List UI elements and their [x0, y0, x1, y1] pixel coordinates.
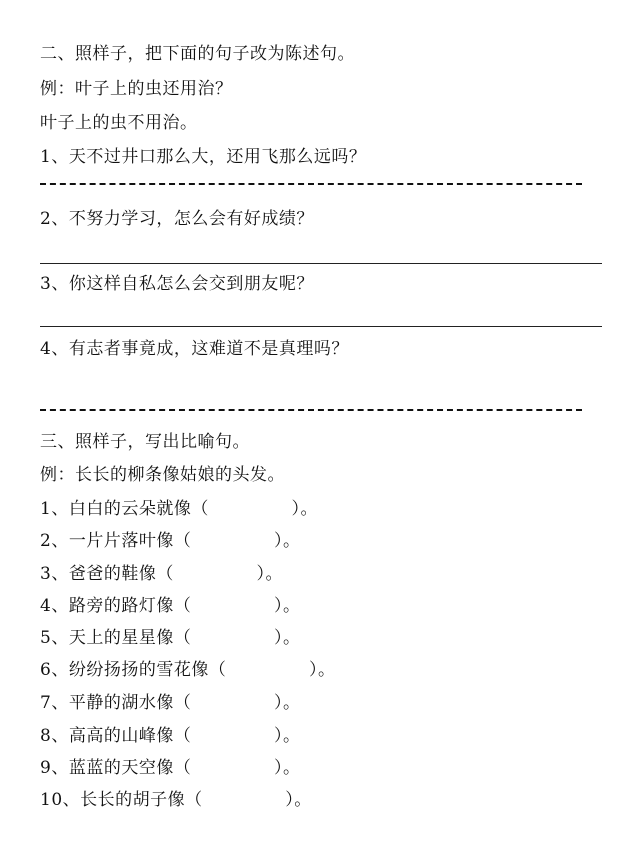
section3-item-9: 9、蓝蓝的天空像（ ）。 — [40, 758, 301, 778]
section2-example-question: 例：叶子上的虫还用治？ — [40, 79, 233, 99]
section3-item-3: 3、爸爸的鞋像（ ）。 — [40, 564, 283, 584]
section3-item-10: 10、长长的胡子像（ ）。 — [40, 790, 312, 810]
answer-line-3[interactable] — [40, 326, 602, 327]
section3-item-2: 2、一片片落叶像（ ）。 — [40, 531, 301, 551]
section3-item-4: 4、路旁的路灯像（ ）。 — [40, 596, 301, 616]
section3-example: 例：长长的柳条像姑娘的头发。 — [40, 465, 285, 485]
section2-example-answer: 叶子上的虫不用治。 — [40, 113, 198, 133]
section2-title: 二、照样子，把下面的句子改为陈述句。 — [40, 44, 355, 64]
section2-item-2: 2、不努力学习，怎么会有好成绩？ — [40, 209, 314, 229]
section3-item-8: 8、高高的山峰像（ ）。 — [40, 726, 301, 746]
answer-line-1[interactable] — [40, 183, 582, 185]
section3-item-6: 6、纷纷扬扬的雪花像（ ）。 — [40, 660, 336, 680]
answer-line-4[interactable] — [40, 409, 582, 411]
section2-item-4: 4、有志者事竟成，这难道不是真理吗？ — [40, 339, 349, 359]
section3-title: 三、照样子，写出比喻句。 — [40, 432, 250, 452]
section3-item-5: 5、天上的星星像（ ）。 — [40, 628, 301, 648]
section3-item-7: 7、平静的湖水像（ ）。 — [40, 693, 301, 713]
section2-item-3: 3、你这样自私怎么会交到朋友呢？ — [40, 274, 314, 294]
section3-item-1: 1、白白的云朵就像（ ）。 — [40, 499, 318, 519]
section2-item-1: 1、天不过井口那么大，还用飞那么远吗？ — [40, 147, 367, 167]
answer-line-2[interactable] — [40, 263, 602, 264]
